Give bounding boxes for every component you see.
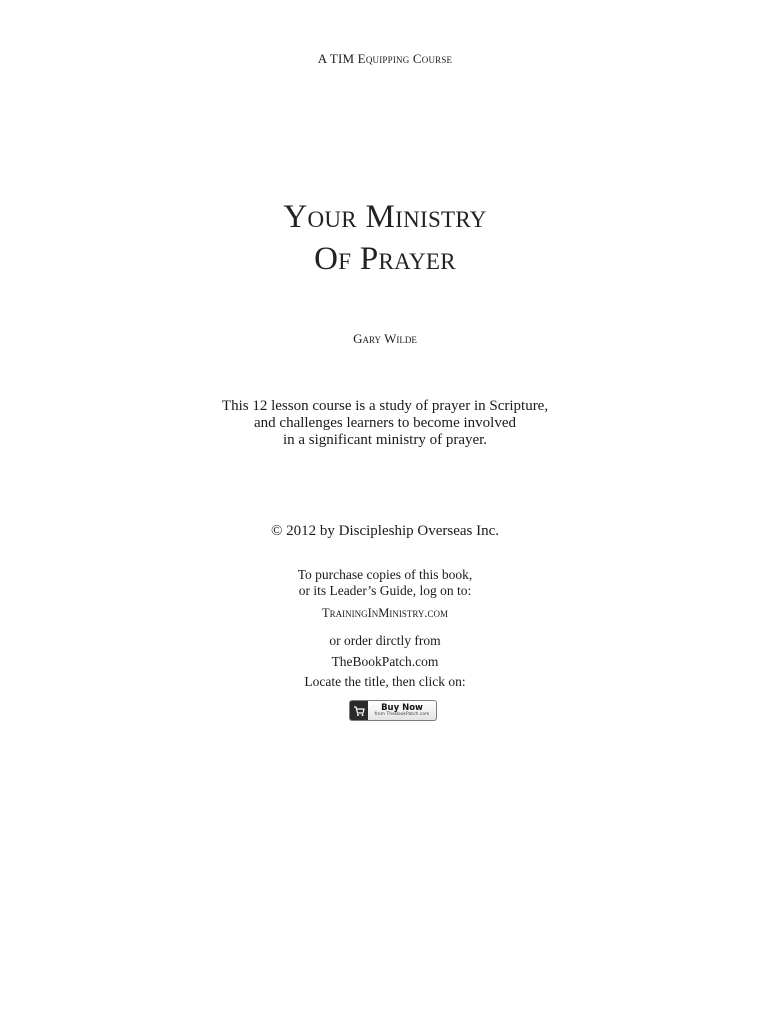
description-line-3: in a significant ministry of prayer. [282, 432, 488, 448]
book-title-line-2: Of Prayer [314, 241, 456, 277]
locate-instruction: Locate the title, then click on: [304, 674, 466, 689]
buy-now-label: Buy Now [381, 702, 423, 713]
buy-now-button[interactable] [349, 700, 437, 721]
purchase-info [0, 567, 770, 599]
description-line-1: This 12 lesson course is a study of prayer in Scripture, [221, 398, 549, 414]
order-line: or order dirctly from [329, 633, 441, 648]
description-line-2: and challenges learners to become involved [254, 415, 516, 431]
author-name: Gary Wilde [353, 331, 417, 346]
purchase-line-1: To purchase copies of this book, [297, 567, 473, 582]
series-label: A TIM Equipping Course [317, 51, 453, 66]
book-title-line-1: Your Ministry [283, 199, 487, 235]
book-title [0, 196, 770, 280]
shopping-cart-icon [350, 701, 368, 720]
buy-now-sublabel: from TheBookPatch.com [374, 712, 430, 717]
website-link[interactable]: TrainingInMinistry.com [321, 606, 449, 620]
course-description [0, 398, 770, 449]
buy-now-text [368, 701, 436, 720]
copyright-notice: © 2012 by Discipleship Overseas Inc. [270, 523, 500, 539]
purchase-line-2: or its Leader’s Guide, log on to: [298, 583, 472, 598]
bookpatch-link[interactable]: TheBookPatch.com [331, 654, 439, 669]
